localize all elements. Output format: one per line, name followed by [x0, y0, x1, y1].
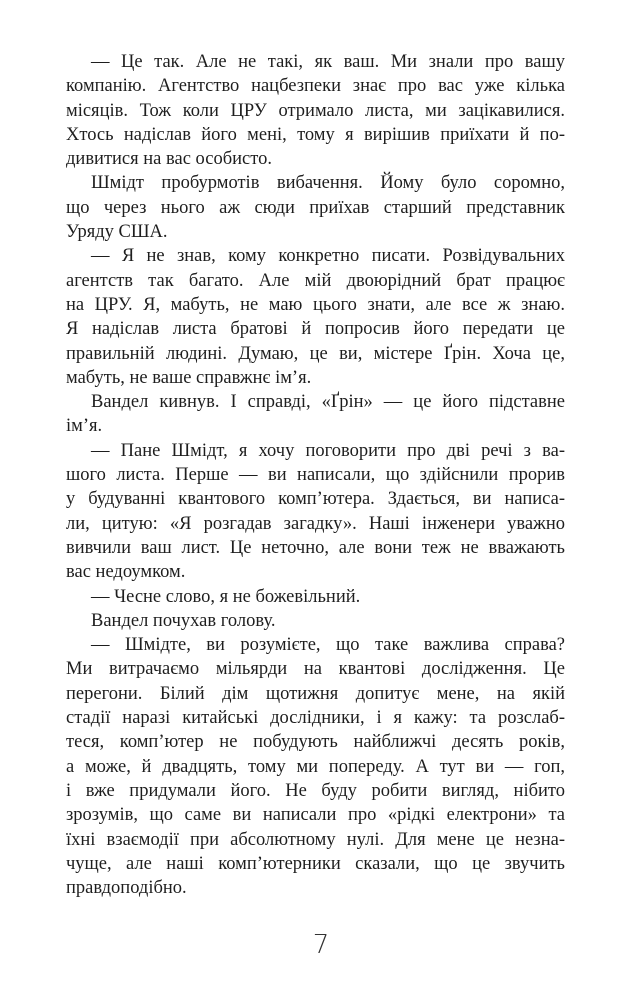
paragraph — [66, 171, 565, 244]
text-line: дивитися на вас особисто. — [66, 149, 272, 170]
text-line: у будуванні квантового комп’ютера. Здається, ви написа- — [66, 489, 565, 510]
text-line: Уряду США. — [66, 222, 168, 243]
text-line: на ЦРУ. Я, мабуть, не маю цього знати, але все ж знаю. — [66, 294, 565, 315]
paragraph — [66, 609, 565, 633]
text-line: що через нього аж сюди приїхав старший представник — [66, 197, 565, 218]
text-line: стадії наразі китайські дослідники, і я кажу: та розслаб- — [66, 708, 565, 729]
page-number: 7 — [312, 930, 330, 960]
paragraph — [66, 439, 565, 585]
text-line: теся, комп’ютер не побудують найближчі десять років, — [66, 732, 565, 753]
paragraph — [66, 390, 565, 439]
text-line: вивчили ваш лист. Це неточно, але вони теж не вважають — [66, 537, 565, 558]
paragraph — [66, 244, 565, 390]
text-line: Хтось надіслав його мені, тому я вирішив приїхати й по- — [66, 124, 565, 145]
text-line: мабуть, не ваше справжнє ім’я. — [66, 367, 312, 388]
text-line: — Я не знав, кому конкретно писати. Розвідувальних — [91, 246, 565, 267]
text-line: Вандел почухав голову. — [91, 610, 276, 631]
text-line: правильній людині. Думаю, це ви, містере Ґрін. Хоча це, — [66, 343, 565, 364]
paragraph — [66, 633, 565, 900]
text-line: ли, цитую: «Я розгадав загадку». Наші інженери уважно — [66, 513, 565, 534]
text-line: — Шмідте, ви розумієте, що таке важлива справа? — [91, 635, 565, 656]
text-line: компанію. Агентство нацбезпеки знає про вас уже кілька — [66, 76, 565, 97]
text-line: Ми витрачаємо мільярди на квантові дослідження. Це — [66, 659, 565, 680]
text-line: Вандел кивнув. І справді, «Ґрін» — це його підставне — [91, 392, 565, 413]
text-line: — Пане Шмідт, я хочу поговорити про дві речі з ва- — [91, 440, 565, 461]
text-line: зрозумів, що саме ви написали про «рідкі електрони» та — [66, 805, 565, 826]
text-line: шого листа. Перше — ви написали, що здійснили прорив — [66, 465, 565, 486]
text-line: чуще, але наші комп’ютерники сказали, що це звучить — [66, 853, 565, 874]
text-line: — Це так. Але не такі, як ваш. Ми знали про вашу — [91, 52, 565, 72]
text-line: Я надіслав листа братові й попросив його передати це — [66, 319, 565, 340]
paragraph — [66, 585, 565, 609]
text-line: їхні взаємодії при абсолютному нулі. Для мене це незна- — [66, 829, 565, 850]
body-text — [66, 50, 565, 900]
text-line: перегони. Білий дім щотижня допитує мене, на якій — [66, 683, 565, 704]
text-line: агентств так багато. Але мій двоюрідний брат працює — [66, 270, 565, 291]
paragraph — [66, 50, 565, 171]
text-line: вас недоумком. — [66, 562, 186, 583]
text-line: а може, й двадцять, тому ми попереду. А тут ви — гоп, — [66, 756, 565, 777]
text-line: ім’я. — [66, 416, 103, 437]
text-line: Шмідт пробурмотів вибачення. Йому було соромно, — [91, 173, 565, 194]
text-line: — Чесне слово, я не божевільний. — [91, 586, 361, 607]
text-line: і вже придумали його. Не буду робити вигляд, нібито — [66, 780, 565, 801]
text-line: правдоподібно. — [66, 878, 187, 899]
text-line: місяців. Тож коли ЦРУ отримало листа, ми зацікавилися. — [66, 100, 565, 121]
